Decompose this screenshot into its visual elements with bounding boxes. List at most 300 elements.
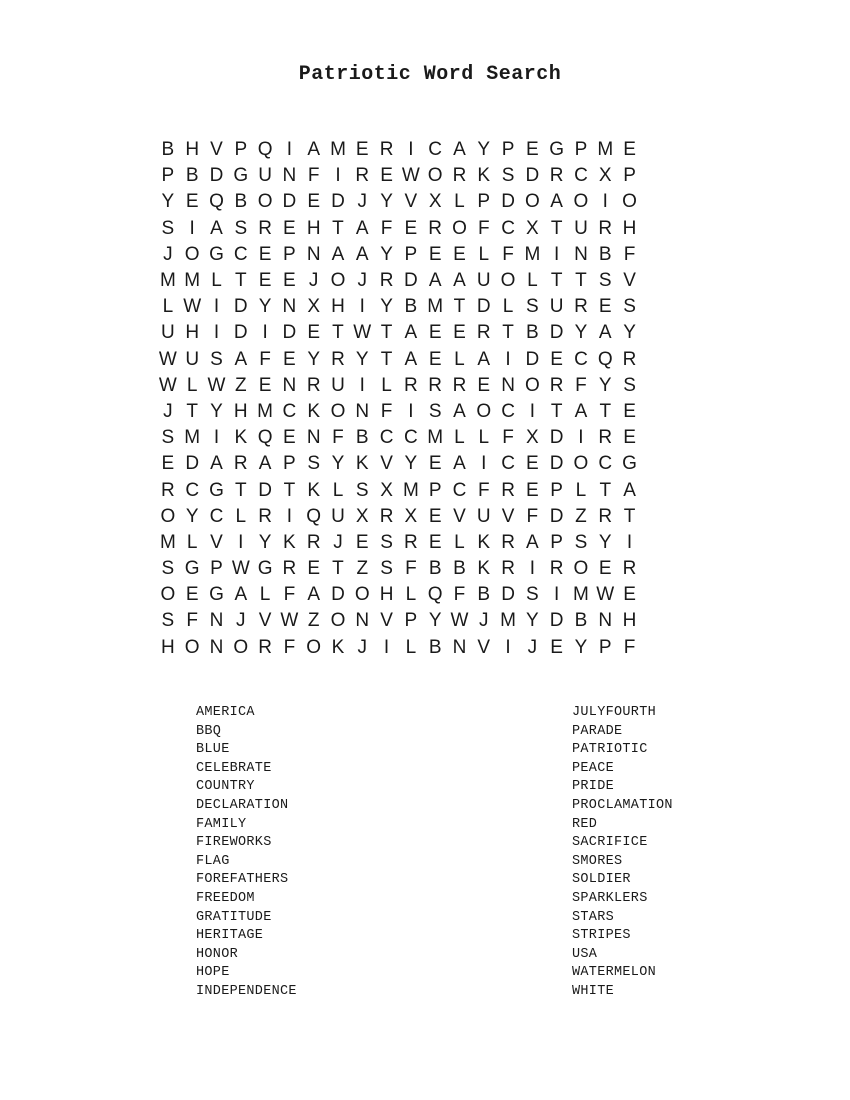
grid-letter: O xyxy=(476,400,492,422)
grid-letter: F xyxy=(502,427,515,449)
grid-letter: P xyxy=(598,636,613,658)
grid-letter: T xyxy=(550,217,563,239)
grid-letter: Z xyxy=(307,610,320,632)
grid-letter: A xyxy=(234,584,248,606)
grid-row xyxy=(156,425,642,451)
grid-letter: O xyxy=(573,191,589,213)
grid-letter: Z xyxy=(234,374,248,396)
grid-letter: A xyxy=(574,400,588,422)
grid-row xyxy=(156,556,642,582)
grid-letter: R xyxy=(428,217,443,239)
grid-letter: L xyxy=(454,427,466,449)
grid-letter: T xyxy=(380,348,393,370)
grid-letter: H xyxy=(622,610,637,632)
grid-letter: P xyxy=(210,558,224,580)
grid-letter: Q xyxy=(597,348,614,370)
grid-letter: L xyxy=(575,479,587,501)
grid-letter: N xyxy=(452,636,467,658)
grid-letter: F xyxy=(259,348,272,370)
grid-letter: I xyxy=(529,558,536,580)
grid-letter: T xyxy=(550,270,563,292)
grid-letter: D xyxy=(549,322,565,344)
grid-letter: L xyxy=(527,270,539,292)
grid-letter: U xyxy=(574,217,589,239)
grid-letter: P xyxy=(283,453,297,475)
grid-letter: B xyxy=(574,610,588,632)
grid-letter: R xyxy=(598,217,613,239)
word-list-item: FOREFATHERS xyxy=(196,872,289,888)
grid-letter: S xyxy=(501,165,515,187)
grid-letter: O xyxy=(160,505,176,527)
grid-letter: R xyxy=(379,505,394,527)
grid-letter: D xyxy=(476,296,492,318)
word-list-item: AMERICA xyxy=(196,705,255,720)
grid-letter: Y xyxy=(185,505,200,527)
grid-letter: I xyxy=(189,217,196,239)
page-title: Patriotic Word Search xyxy=(298,63,562,86)
grid-letter: P xyxy=(501,139,515,161)
word-list-item: FAMILY xyxy=(196,816,247,832)
grid-row xyxy=(156,451,642,477)
grid-letter: A xyxy=(210,453,224,475)
grid-letter: R xyxy=(258,217,273,239)
word-list-item: RED xyxy=(572,816,598,832)
grid-letter: O xyxy=(622,191,638,213)
grid-letter: D xyxy=(549,505,565,527)
grid-letter: S xyxy=(161,217,175,239)
grid-letter: M xyxy=(402,479,420,501)
grid-letter: F xyxy=(575,374,588,396)
grid-letter: R xyxy=(379,270,394,292)
grid-letter: X xyxy=(526,217,540,239)
grid-letter: Y xyxy=(574,322,588,344)
word-list-item: PATRIOTIC xyxy=(572,742,648,758)
grid-letter: E xyxy=(307,191,321,213)
grid-letter: Y xyxy=(598,374,613,396)
grid-row xyxy=(156,347,642,373)
grid-letter: D xyxy=(282,191,297,213)
grid-row xyxy=(156,608,642,634)
grid-letter: D xyxy=(331,191,346,213)
word-list-item: STARS xyxy=(572,909,615,925)
grid-letter: A xyxy=(550,191,564,213)
grid-letter: E xyxy=(526,479,540,501)
grid-letter: J xyxy=(163,400,174,422)
grid-row xyxy=(156,268,642,294)
grid-letter: D xyxy=(501,584,516,606)
word-list-item: GRATITUDE xyxy=(196,909,272,925)
grid-letter: S xyxy=(598,270,613,292)
grid-letter: I xyxy=(408,139,414,161)
grid-letter: T xyxy=(623,505,636,527)
grid-letter: B xyxy=(453,558,467,580)
grid-letter: A xyxy=(623,479,637,501)
grid-letter: E xyxy=(380,165,394,187)
grid-letter: E xyxy=(477,374,491,396)
grid-letter: O xyxy=(330,610,346,632)
grid-letter: L xyxy=(405,636,417,658)
grid-letter: W xyxy=(158,374,178,396)
grid-letter: U xyxy=(549,296,565,318)
grid-letter: M xyxy=(184,427,201,449)
grid-letter: I xyxy=(213,296,220,318)
word-list-item: JULYFOURTH xyxy=(572,705,657,720)
grid-letter: E xyxy=(307,322,321,344)
word-list-item: SMORES xyxy=(572,853,623,869)
grid-letter: L xyxy=(381,374,393,396)
grid-letter: O xyxy=(330,400,346,422)
grid-letter: Q xyxy=(427,584,444,606)
grid-letter: B xyxy=(161,139,175,161)
grid-letter: E xyxy=(283,270,297,292)
grid-letter: T xyxy=(283,479,296,501)
grid-letter: K xyxy=(477,558,491,580)
grid-letter: R xyxy=(306,531,322,553)
grid-letter: R xyxy=(331,348,346,370)
grid-letter: A xyxy=(453,139,467,161)
word-list-item: INDEPENDENCE xyxy=(196,983,297,999)
grid-letter: A xyxy=(404,348,418,370)
grid-letter: L xyxy=(454,348,466,370)
grid-letter: Y xyxy=(161,191,175,213)
grid-letter: E xyxy=(428,453,442,475)
grid-letter: E xyxy=(355,531,370,553)
grid-letter: B xyxy=(234,191,248,213)
grid-letter: M xyxy=(159,270,177,292)
word-list-item: WATERMELON xyxy=(572,965,657,981)
grid-letter: E xyxy=(258,270,272,292)
grid-letter: P xyxy=(404,610,418,632)
grid-letter: T xyxy=(186,400,199,422)
grid-letter: L xyxy=(186,531,198,553)
grid-letter: C xyxy=(428,139,443,161)
grid-letter: X xyxy=(526,427,540,449)
word-list-item: BBQ xyxy=(196,723,222,739)
grid-letter: G xyxy=(549,139,565,161)
grid-letter: M xyxy=(427,296,444,318)
grid-letter: K xyxy=(307,479,321,501)
grid-letter: I xyxy=(505,636,512,658)
grid-letter: I xyxy=(408,400,414,422)
grid-letter: T xyxy=(332,217,345,239)
grid-letter: O xyxy=(427,165,444,187)
grid-letter: I xyxy=(286,505,293,527)
grid-letter: L xyxy=(502,296,514,318)
grid-letter: H xyxy=(185,322,200,344)
grid-letter: V xyxy=(380,453,394,475)
grid-letter: W xyxy=(353,322,372,344)
grid-letter: P xyxy=(283,243,297,265)
grid-letter: G xyxy=(209,243,225,265)
grid-letter: R xyxy=(501,531,516,553)
word-list-item: PARADE xyxy=(572,723,623,739)
grid-letter: I xyxy=(213,427,220,449)
grid-letter: Y xyxy=(477,139,491,161)
grid-letter: O xyxy=(257,191,273,213)
grid-letter: X xyxy=(355,505,370,527)
grid-letter: D xyxy=(501,191,516,213)
grid-letter: C xyxy=(282,400,297,422)
grid-letter: D xyxy=(549,427,565,449)
grid-letter: W xyxy=(207,374,226,396)
grid-letter: R xyxy=(404,531,419,553)
grid-letter: T xyxy=(234,270,248,292)
grid-letter: Y xyxy=(380,243,394,265)
grid-letter: R xyxy=(355,165,370,187)
grid-letter: J xyxy=(479,610,489,632)
grid-letter: V xyxy=(210,531,224,553)
grid-letter: I xyxy=(626,531,633,553)
grid-letter: E xyxy=(550,636,564,658)
grid-letter: E xyxy=(428,348,442,370)
grid-letter: G xyxy=(184,558,201,580)
grid-letter: N xyxy=(501,374,516,396)
grid-letter: U xyxy=(476,270,492,292)
grid-letter: W xyxy=(183,296,202,318)
word-list-item: SACRIFICE xyxy=(572,835,648,851)
grid-row xyxy=(156,216,642,242)
grid-letter: T xyxy=(453,296,466,318)
grid-letter: F xyxy=(283,636,296,658)
grid-letter: A xyxy=(477,348,491,370)
grid-letter: E xyxy=(185,191,200,213)
word-list-item: PROCLAMATION xyxy=(572,797,673,813)
grid-letter: O xyxy=(184,636,201,658)
grid-letter: J xyxy=(357,270,368,292)
grid-letter: S xyxy=(355,479,370,501)
grid-letter: F xyxy=(283,584,296,606)
grid-letter: P xyxy=(550,479,564,501)
grid-letter: C xyxy=(185,479,200,501)
grid-letter: Y xyxy=(428,610,442,632)
grid-letter: J xyxy=(163,243,174,265)
word-list-item: COUNTRY xyxy=(196,779,255,795)
grid-letter: R xyxy=(452,165,467,187)
grid-row xyxy=(156,320,642,346)
grid-letter: Y xyxy=(574,636,588,658)
grid-letter: O xyxy=(452,217,468,239)
grid-letter: I xyxy=(213,322,220,344)
grid-letter: E xyxy=(428,322,442,344)
grid-letter: D xyxy=(233,296,249,318)
grid-letter: U xyxy=(331,374,346,396)
grid-letter: U xyxy=(258,165,273,187)
grid-letter: Y xyxy=(380,191,394,213)
grid-letter: L xyxy=(478,427,490,449)
grid-letter: K xyxy=(307,400,321,422)
grid-letter: E xyxy=(526,453,540,475)
grid-row xyxy=(156,294,642,320)
grid-letter: A xyxy=(210,217,224,239)
grid-letter: W xyxy=(596,584,615,606)
grid-letter: I xyxy=(359,296,366,318)
grid-letter: P xyxy=(623,165,637,187)
grid-letter: I xyxy=(286,139,293,161)
grid-letter: R xyxy=(549,374,565,396)
grid-letter: O xyxy=(524,191,541,213)
word-list-item: PRIDE xyxy=(572,779,615,795)
grid-letter: F xyxy=(307,165,320,187)
grid-letter: L xyxy=(186,374,198,396)
grid-letter: M xyxy=(573,584,590,606)
grid-letter: F xyxy=(380,217,393,239)
word-list-item: SPARKLERS xyxy=(572,890,648,906)
grid-letter: S xyxy=(161,427,175,449)
grid-letter: E xyxy=(623,139,637,161)
grid-letter: V xyxy=(404,191,418,213)
grid-letter: V xyxy=(477,636,491,658)
grid-letter: L xyxy=(235,505,247,527)
grid-letter: S xyxy=(380,558,394,580)
grid-letter: J xyxy=(236,610,247,632)
grid-letter: R xyxy=(428,374,443,396)
grid-letter: K xyxy=(331,636,345,658)
word-list-item: STRIPES xyxy=(572,928,631,944)
grid-letter: F xyxy=(623,243,636,265)
grid-letter: J xyxy=(357,636,368,658)
grid-letter: S xyxy=(210,348,224,370)
grid-letter: N xyxy=(355,610,370,632)
grid-letter: D xyxy=(549,610,565,632)
grid-letter: V xyxy=(623,270,637,292)
grid-letter: D xyxy=(282,322,297,344)
grid-letter: V xyxy=(380,610,394,632)
grid-row xyxy=(156,582,642,608)
grid-letter: M xyxy=(524,243,541,265)
grid-letter: N xyxy=(306,243,322,265)
grid-letter: J xyxy=(308,270,319,292)
grid-letter: S xyxy=(234,217,248,239)
grid-letter: E xyxy=(598,296,613,318)
grid-letter: R xyxy=(258,505,273,527)
grid-row xyxy=(156,163,642,189)
grid-letter: T xyxy=(502,322,515,344)
grid-letter: A xyxy=(331,243,345,265)
grid-letter: K xyxy=(234,427,248,449)
grid-letter: C xyxy=(233,243,249,265)
grid-letter: X xyxy=(380,479,394,501)
grid-letter: R xyxy=(598,505,613,527)
grid-letter: S xyxy=(161,558,175,580)
grid-letter: T xyxy=(380,322,393,344)
grid-letter: E xyxy=(258,243,272,265)
grid-letter: W xyxy=(231,558,251,580)
word-list-item: HOPE xyxy=(196,965,230,981)
grid-letter: A xyxy=(355,243,370,265)
grid-letter: T xyxy=(234,479,248,501)
grid-letter: N xyxy=(306,427,322,449)
grid-letter: D xyxy=(209,165,224,187)
grid-letter: I xyxy=(602,191,609,213)
grid-letter: T xyxy=(599,479,612,501)
word-list-item: HONOR xyxy=(196,946,239,962)
grid-letter: A xyxy=(453,400,467,422)
grid-letter: Y xyxy=(404,453,418,475)
grid-letter: Y xyxy=(210,400,224,422)
grid-letter: D xyxy=(525,165,540,187)
grid-letter: O xyxy=(573,558,589,580)
grid-row xyxy=(156,242,642,268)
grid-letter: F xyxy=(405,558,418,580)
word-list-item: FREEDOM xyxy=(196,890,255,906)
grid-letter: C xyxy=(501,217,516,239)
grid-letter: X xyxy=(598,165,613,187)
grid-letter: P xyxy=(234,139,248,161)
grid-letter: A xyxy=(453,270,467,292)
grid-letter: F xyxy=(526,505,539,527)
grid-letter: V xyxy=(210,139,224,161)
grid-letter: C xyxy=(209,505,224,527)
grid-letter: P xyxy=(428,479,442,501)
grid-letter: L xyxy=(454,191,466,213)
word-list-right xyxy=(572,704,673,1002)
grid-letter: Q xyxy=(257,427,273,449)
grid-letter: H xyxy=(233,400,249,422)
grid-letter: J xyxy=(357,191,368,213)
grid-letter: S xyxy=(623,374,637,396)
grid-letter: M xyxy=(427,427,444,449)
grid-letter: F xyxy=(477,479,491,501)
grid-letter: X xyxy=(307,296,321,318)
grid-letter: W xyxy=(401,165,421,187)
grid-letter: L xyxy=(259,584,271,606)
grid-letter: M xyxy=(257,400,274,422)
grid-row xyxy=(156,504,642,530)
grid-letter: N xyxy=(282,165,297,187)
grid-letter: L xyxy=(478,243,490,265)
grid-letter: O xyxy=(354,584,371,606)
grid-letter: U xyxy=(476,505,492,527)
grid-letter: I xyxy=(262,322,269,344)
grid-letter: C xyxy=(452,479,467,501)
grid-letter: N xyxy=(574,243,589,265)
grid-letter: S xyxy=(623,296,637,318)
grid-letter: Y xyxy=(623,322,637,344)
grid-letter: I xyxy=(335,165,342,187)
grid-letter: R xyxy=(501,558,516,580)
grid-letter: B xyxy=(526,322,540,344)
grid-letter: A xyxy=(234,348,248,370)
grid-letter: E xyxy=(623,584,637,606)
grid-row xyxy=(156,373,642,399)
grid-letter: O xyxy=(330,270,346,292)
grid-letter: R xyxy=(233,453,249,475)
grid-letter: R xyxy=(622,558,637,580)
grid-letter: M xyxy=(500,610,517,632)
grid-letter: B xyxy=(428,558,442,580)
grid-letter: A xyxy=(258,453,272,475)
grid-letter: T xyxy=(332,558,345,580)
grid-letter: N xyxy=(355,400,370,422)
grid-letter: A xyxy=(598,322,613,344)
grid-letter: Y xyxy=(307,348,321,370)
grid-row xyxy=(156,137,642,163)
grid-letter: J xyxy=(333,531,344,553)
grid-letter: K xyxy=(477,531,491,553)
grid-letter: R xyxy=(379,139,394,161)
letter-grid xyxy=(156,137,642,661)
grid-row xyxy=(156,399,642,425)
grid-letter: U xyxy=(161,322,176,344)
word-list-item: WHITE xyxy=(572,983,615,999)
word-list-item: USA xyxy=(572,946,598,962)
grid-letter: G xyxy=(209,584,225,606)
grid-letter: H xyxy=(161,636,176,658)
grid-letter: C xyxy=(598,453,613,475)
grid-letter: X xyxy=(404,505,418,527)
grid-letter: Y xyxy=(598,531,613,553)
grid-letter: O xyxy=(233,636,249,658)
